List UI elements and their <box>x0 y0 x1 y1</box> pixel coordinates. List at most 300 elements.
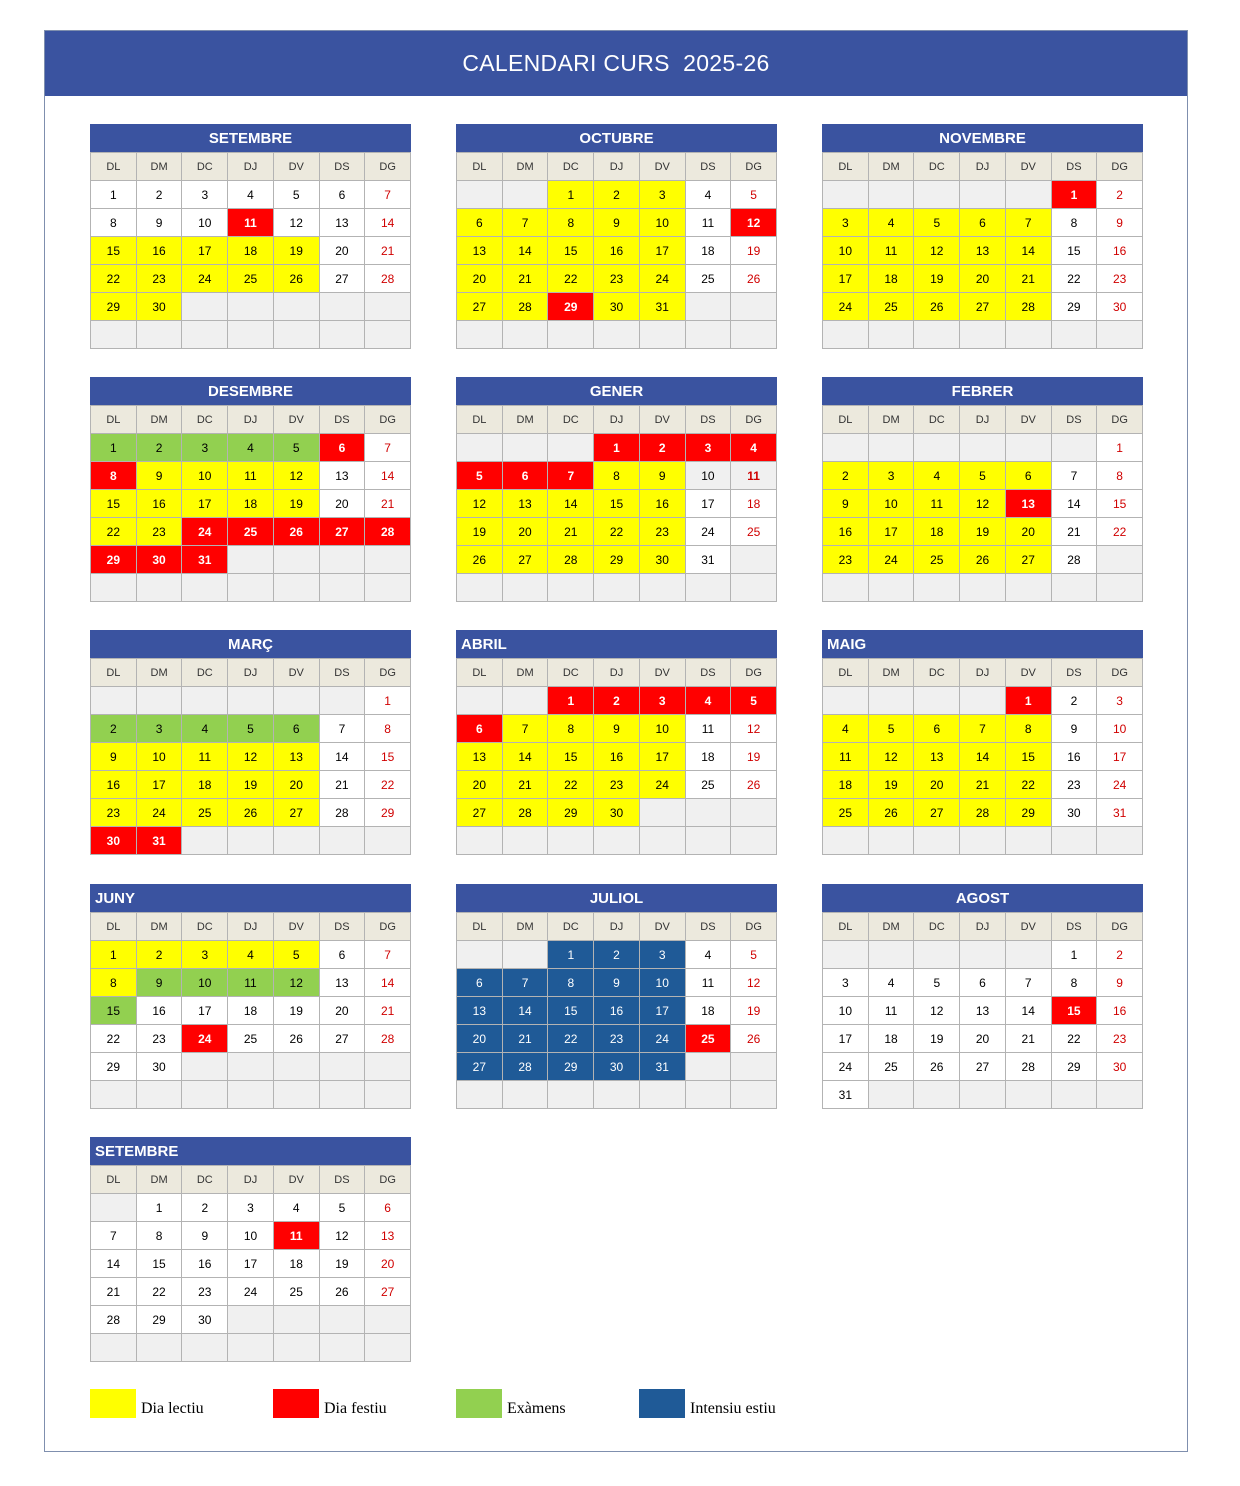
day-cell: 11 <box>686 209 732 237</box>
day-cell: 18 <box>228 237 274 265</box>
day-cell: 9 <box>823 490 869 518</box>
day-cell: 7 <box>91 1222 137 1250</box>
legend-swatch <box>90 1389 136 1418</box>
weekday-header: DJ <box>228 913 274 941</box>
empty-cell <box>686 574 732 602</box>
day-cell: 15 <box>137 1250 183 1278</box>
weekday-header: DC <box>548 153 594 181</box>
day-cell: 27 <box>1006 546 1052 574</box>
day-cell: 31 <box>823 1081 869 1109</box>
empty-cell <box>1052 827 1098 855</box>
weekday-header: DG <box>365 659 411 687</box>
day-cell: 19 <box>274 237 320 265</box>
day-cell: 24 <box>182 265 228 293</box>
day-cell: 17 <box>137 771 183 799</box>
day-cell: 28 <box>320 799 366 827</box>
empty-cell <box>960 687 1006 715</box>
legend-item-festiu <box>273 1389 387 1418</box>
day-cell: 10 <box>228 1222 274 1250</box>
day-cell: 11 <box>869 237 915 265</box>
empty-cell <box>365 574 411 602</box>
day-cell: 25 <box>823 799 869 827</box>
empty-cell <box>1052 321 1098 349</box>
day-cell: 5 <box>731 687 777 715</box>
empty-cell <box>1052 434 1098 462</box>
day-cell: 13 <box>274 743 320 771</box>
empty-cell <box>228 546 274 574</box>
day-cell: 6 <box>914 715 960 743</box>
day-cell: 9 <box>182 1222 228 1250</box>
month-grid <box>456 658 777 855</box>
day-cell: 13 <box>960 997 1006 1025</box>
day-cell: 17 <box>1097 743 1143 771</box>
day-cell: 28 <box>365 265 411 293</box>
day-cell: 30 <box>1097 1053 1143 1081</box>
day-cell: 23 <box>91 799 137 827</box>
weekday-header: DS <box>1052 406 1098 434</box>
weekday-header: DM <box>137 659 183 687</box>
day-cell: 12 <box>320 1222 366 1250</box>
empty-cell <box>548 321 594 349</box>
day-cell: 13 <box>457 997 503 1025</box>
day-cell: 20 <box>457 1025 503 1053</box>
day-cell: 27 <box>503 546 549 574</box>
day-cell: 5 <box>228 715 274 743</box>
day-cell: 1 <box>91 181 137 209</box>
day-cell: 1 <box>91 941 137 969</box>
empty-cell <box>320 1334 366 1362</box>
day-cell: 9 <box>594 715 640 743</box>
weekday-header: DL <box>823 153 869 181</box>
day-cell: 12 <box>731 715 777 743</box>
day-cell: 15 <box>91 997 137 1025</box>
day-cell: 20 <box>320 237 366 265</box>
weekday-header: DS <box>320 659 366 687</box>
weekday-header: DC <box>182 659 228 687</box>
month-title: SETEMBRE <box>90 124 411 152</box>
weekday-header: DJ <box>960 913 1006 941</box>
day-cell: 7 <box>1052 462 1098 490</box>
empty-cell <box>548 827 594 855</box>
legend-label: Intensiu estiu <box>690 1400 776 1417</box>
empty-cell <box>503 827 549 855</box>
day-cell: 11 <box>823 743 869 771</box>
day-cell: 31 <box>1097 799 1143 827</box>
day-cell: 21 <box>960 771 1006 799</box>
day-cell: 1 <box>548 181 594 209</box>
weekday-header: DL <box>457 406 503 434</box>
weekday-header: DG <box>365 406 411 434</box>
empty-cell <box>823 941 869 969</box>
empty-cell <box>274 1053 320 1081</box>
day-cell: 23 <box>1097 1025 1143 1053</box>
day-cell: 2 <box>594 687 640 715</box>
day-cell: 24 <box>640 1025 686 1053</box>
day-cell: 21 <box>503 265 549 293</box>
weekday-header: DV <box>274 1166 320 1194</box>
day-cell: 11 <box>686 715 732 743</box>
weekday-header: DV <box>274 913 320 941</box>
day-cell: 27 <box>274 799 320 827</box>
empty-cell <box>823 574 869 602</box>
day-cell: 16 <box>1052 743 1098 771</box>
empty-cell <box>182 687 228 715</box>
day-cell: 19 <box>320 1250 366 1278</box>
day-cell: 31 <box>137 827 183 855</box>
empty-cell <box>91 687 137 715</box>
day-cell: 12 <box>869 743 915 771</box>
empty-cell <box>869 687 915 715</box>
day-cell: 22 <box>91 265 137 293</box>
day-cell: 22 <box>1097 518 1143 546</box>
day-cell: 23 <box>182 1278 228 1306</box>
day-cell: 20 <box>1006 518 1052 546</box>
empty-cell <box>91 321 137 349</box>
day-cell: 2 <box>640 434 686 462</box>
month-6 <box>822 377 1143 602</box>
empty-cell <box>1097 574 1143 602</box>
day-cell: 16 <box>594 237 640 265</box>
weekday-header: DV <box>274 406 320 434</box>
weekday-header: DV <box>1006 913 1052 941</box>
empty-cell <box>91 1081 137 1109</box>
day-cell: 8 <box>1052 209 1098 237</box>
empty-cell <box>320 321 366 349</box>
day-cell: 21 <box>503 1025 549 1053</box>
empty-cell <box>914 941 960 969</box>
weekday-header: DL <box>457 153 503 181</box>
day-cell: 5 <box>960 462 1006 490</box>
empty-cell <box>137 687 183 715</box>
weekday-header: DG <box>365 153 411 181</box>
day-cell: 9 <box>594 969 640 997</box>
weekday-header: DV <box>640 153 686 181</box>
day-cell: 15 <box>594 490 640 518</box>
day-cell: 10 <box>1097 715 1143 743</box>
weekday-header: DL <box>457 913 503 941</box>
empty-cell <box>731 293 777 321</box>
month-11 <box>456 884 777 1109</box>
day-cell: 6 <box>503 462 549 490</box>
weekday-header: DC <box>548 659 594 687</box>
day-cell: 4 <box>228 181 274 209</box>
day-cell: 4 <box>274 1194 320 1222</box>
day-cell: 29 <box>137 1306 183 1334</box>
day-cell: 21 <box>1052 518 1098 546</box>
empty-cell <box>731 799 777 827</box>
empty-cell <box>594 321 640 349</box>
day-cell: 15 <box>1097 490 1143 518</box>
day-cell: 24 <box>869 546 915 574</box>
day-cell: 17 <box>640 237 686 265</box>
day-cell: 21 <box>365 490 411 518</box>
empty-cell <box>960 1081 1006 1109</box>
weekday-header: DS <box>320 1166 366 1194</box>
day-cell: 12 <box>274 209 320 237</box>
weekday-header: DS <box>320 406 366 434</box>
empty-cell <box>503 181 549 209</box>
weekday-header: DJ <box>228 153 274 181</box>
day-cell: 15 <box>91 490 137 518</box>
day-cell: 31 <box>640 1053 686 1081</box>
empty-cell <box>686 321 732 349</box>
day-cell: 17 <box>640 997 686 1025</box>
day-cell: 14 <box>503 997 549 1025</box>
month-grid <box>90 1165 411 1362</box>
empty-cell <box>823 827 869 855</box>
empty-cell <box>823 434 869 462</box>
day-cell: 18 <box>869 1025 915 1053</box>
day-cell: 13 <box>1006 490 1052 518</box>
weekday-header: DG <box>1097 406 1143 434</box>
empty-cell <box>228 1306 274 1334</box>
day-cell: 5 <box>731 941 777 969</box>
day-cell: 8 <box>91 969 137 997</box>
day-cell: 19 <box>731 743 777 771</box>
day-cell: 16 <box>137 237 183 265</box>
empty-cell <box>91 574 137 602</box>
empty-cell <box>457 434 503 462</box>
day-cell: 30 <box>137 1053 183 1081</box>
empty-cell <box>731 827 777 855</box>
day-cell: 6 <box>960 969 1006 997</box>
day-cell: 4 <box>182 715 228 743</box>
weekday-header: DM <box>503 406 549 434</box>
weekday-header: DL <box>91 153 137 181</box>
day-cell: 9 <box>137 209 183 237</box>
month-title: JULIOL <box>456 884 777 912</box>
day-cell: 11 <box>731 462 777 490</box>
day-cell: 7 <box>365 434 411 462</box>
weekday-header: DC <box>182 1166 228 1194</box>
day-cell: 30 <box>1097 293 1143 321</box>
weekday-header: DC <box>548 913 594 941</box>
weekday-header: DL <box>457 659 503 687</box>
day-cell: 14 <box>503 743 549 771</box>
day-cell: 9 <box>1052 715 1098 743</box>
month-12 <box>822 884 1143 1109</box>
empty-cell <box>320 827 366 855</box>
weekday-header: DG <box>1097 913 1143 941</box>
weekday-header: DM <box>503 153 549 181</box>
weekday-header: DM <box>137 913 183 941</box>
day-cell: 28 <box>548 546 594 574</box>
day-cell: 19 <box>731 237 777 265</box>
empty-cell <box>960 181 1006 209</box>
month-grid <box>822 405 1143 602</box>
day-cell: 23 <box>137 265 183 293</box>
day-cell: 23 <box>1052 771 1098 799</box>
empty-cell <box>228 1081 274 1109</box>
day-cell: 18 <box>274 1250 320 1278</box>
empty-cell <box>503 321 549 349</box>
day-cell: 2 <box>823 462 869 490</box>
day-cell: 8 <box>1097 462 1143 490</box>
day-cell: 22 <box>548 1025 594 1053</box>
day-cell: 28 <box>365 1025 411 1053</box>
month-10 <box>90 884 411 1109</box>
day-cell: 23 <box>594 1025 640 1053</box>
weekday-header: DG <box>365 1166 411 1194</box>
day-cell: 18 <box>686 743 732 771</box>
day-cell: 6 <box>457 715 503 743</box>
day-cell: 25 <box>182 799 228 827</box>
day-cell: 24 <box>686 518 732 546</box>
day-cell: 1 <box>1052 181 1098 209</box>
empty-cell <box>823 687 869 715</box>
weekday-header: DM <box>869 153 915 181</box>
empty-cell <box>228 687 274 715</box>
weekday-header: DS <box>686 659 732 687</box>
day-cell: 9 <box>594 209 640 237</box>
empty-cell <box>503 941 549 969</box>
day-cell: 18 <box>182 771 228 799</box>
day-cell: 7 <box>1006 969 1052 997</box>
month-grid <box>456 405 777 602</box>
day-cell: 4 <box>869 209 915 237</box>
day-cell: 13 <box>320 209 366 237</box>
day-cell: 10 <box>640 969 686 997</box>
day-cell: 1 <box>1052 941 1098 969</box>
day-cell: 20 <box>960 1025 1006 1053</box>
day-cell: 11 <box>228 209 274 237</box>
day-cell: 23 <box>1097 265 1143 293</box>
day-cell: 12 <box>731 969 777 997</box>
empty-cell <box>640 827 686 855</box>
day-cell: 19 <box>274 490 320 518</box>
day-cell: 21 <box>365 997 411 1025</box>
empty-cell <box>503 434 549 462</box>
day-cell: 14 <box>548 490 594 518</box>
weekday-header: DS <box>1052 153 1098 181</box>
weekday-header: DM <box>869 406 915 434</box>
day-cell: 15 <box>1006 743 1052 771</box>
day-cell: 6 <box>365 1194 411 1222</box>
legend-item-lectiu <box>90 1389 204 1418</box>
empty-cell <box>320 1053 366 1081</box>
weekday-header: DJ <box>228 406 274 434</box>
empty-cell <box>274 1081 320 1109</box>
month-grid <box>90 658 411 855</box>
weekday-header: DG <box>731 406 777 434</box>
day-cell: 4 <box>686 941 732 969</box>
legend <box>90 1389 890 1419</box>
legend-item-intensiu <box>639 1389 776 1418</box>
day-cell: 25 <box>228 518 274 546</box>
legend-label: Exàmens <box>507 1400 566 1417</box>
day-cell: 30 <box>182 1306 228 1334</box>
day-cell: 21 <box>503 771 549 799</box>
day-cell: 14 <box>1006 997 1052 1025</box>
weekday-header: DM <box>503 913 549 941</box>
day-cell: 7 <box>960 715 1006 743</box>
empty-cell <box>1097 827 1143 855</box>
day-cell: 16 <box>137 997 183 1025</box>
day-cell: 1 <box>91 434 137 462</box>
month-7 <box>90 630 411 855</box>
empty-cell <box>182 827 228 855</box>
weekday-header: DC <box>914 913 960 941</box>
day-cell: 3 <box>640 181 686 209</box>
day-cell: 26 <box>914 293 960 321</box>
day-cell: 17 <box>869 518 915 546</box>
day-cell: 10 <box>686 462 732 490</box>
day-cell: 27 <box>320 1025 366 1053</box>
day-cell: 27 <box>320 265 366 293</box>
empty-cell <box>457 687 503 715</box>
weekday-header: DC <box>914 406 960 434</box>
weekday-header: DJ <box>594 406 640 434</box>
empty-cell <box>320 293 366 321</box>
empty-cell <box>1006 321 1052 349</box>
weekday-header: DC <box>182 406 228 434</box>
day-cell: 24 <box>228 1278 274 1306</box>
day-cell: 13 <box>457 743 503 771</box>
empty-cell <box>731 1053 777 1081</box>
empty-cell <box>182 1053 228 1081</box>
month-grid <box>456 912 777 1109</box>
day-cell: 6 <box>274 715 320 743</box>
empty-cell <box>365 1306 411 1334</box>
empty-cell <box>640 1081 686 1109</box>
day-cell: 1 <box>548 941 594 969</box>
day-cell: 7 <box>503 209 549 237</box>
day-cell: 28 <box>960 799 1006 827</box>
day-cell: 27 <box>960 293 1006 321</box>
day-cell: 8 <box>548 209 594 237</box>
empty-cell <box>228 293 274 321</box>
empty-cell <box>1006 1081 1052 1109</box>
day-cell: 25 <box>686 265 732 293</box>
day-cell: 4 <box>731 434 777 462</box>
weekday-header: DC <box>182 153 228 181</box>
day-cell: 18 <box>686 997 732 1025</box>
weekday-header: DM <box>869 659 915 687</box>
day-cell: 8 <box>91 209 137 237</box>
empty-cell <box>1006 574 1052 602</box>
month-13 <box>90 1137 411 1362</box>
day-cell: 8 <box>91 462 137 490</box>
weekday-header: DV <box>640 406 686 434</box>
empty-cell <box>1052 574 1098 602</box>
day-cell: 3 <box>228 1194 274 1222</box>
empty-cell <box>914 574 960 602</box>
month-2 <box>456 124 777 349</box>
weekday-header: DS <box>686 913 732 941</box>
day-cell: 12 <box>274 969 320 997</box>
empty-cell <box>274 321 320 349</box>
empty-cell <box>365 827 411 855</box>
month-title: MARÇ <box>90 630 411 658</box>
empty-cell <box>869 941 915 969</box>
day-cell: 5 <box>914 969 960 997</box>
page-title: CALENDARI CURS 2025-26 <box>45 31 1187 96</box>
weekday-header: DS <box>1052 913 1098 941</box>
day-cell: 22 <box>91 1025 137 1053</box>
day-cell: 8 <box>1052 969 1098 997</box>
day-cell: 15 <box>548 997 594 1025</box>
weekday-header: DM <box>137 153 183 181</box>
empty-cell <box>320 574 366 602</box>
month-8 <box>456 630 777 855</box>
weekday-header: DL <box>91 406 137 434</box>
day-cell: 13 <box>503 490 549 518</box>
day-cell: 10 <box>640 209 686 237</box>
day-cell: 16 <box>1097 997 1143 1025</box>
day-cell: 19 <box>914 265 960 293</box>
weekday-header: DL <box>823 913 869 941</box>
day-cell: 30 <box>137 546 183 574</box>
